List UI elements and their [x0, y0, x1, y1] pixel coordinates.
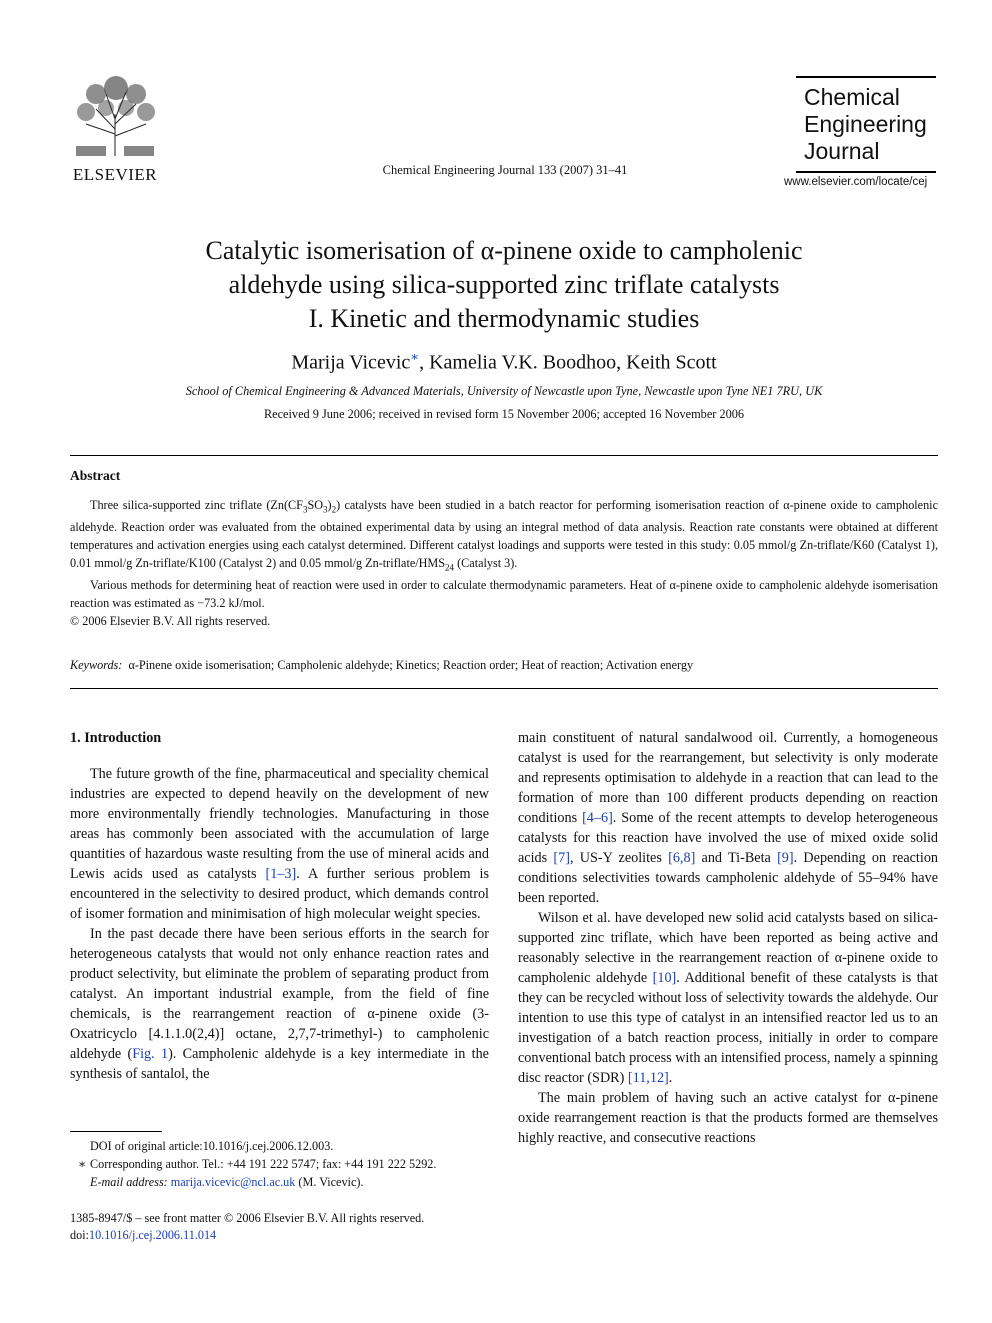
- footnote-email: E-mail address: marija.vicevic@ncl.ac.uk (M. Vicevic).: [90, 1174, 364, 1189]
- doi-line: doi:10.1016/j.cej.2006.11.014: [70, 1228, 217, 1242]
- corresponding-author-link[interactable]: ∗: [410, 349, 420, 364]
- citation-link[interactable]: [6,8]: [668, 850, 696, 866]
- journal-logo-line2: Engineering: [804, 111, 927, 137]
- keywords: [70, 658, 938, 673]
- email-link[interactable]: marija.vicevic@ncl.ac.uk: [170, 1174, 296, 1189]
- received-dates: Received 9 June 2006; received in revised form 15 November 2006; accepted 16 November 2006: [263, 407, 745, 421]
- intro-paragraph-1: The future growth of the fine, pharmaceutical and speciality chemical industries are expected to depend heavily on the development of new more environmentally friendly technologies. Manufacturing in those areas has commonly been associated with the accumulation of large quantities of hazardous waste resulting from the use of mineral acids and Lewis acids used as catalysts [1–3]. A further serious problem is encountered in the selectivity to desired product, which demands control of isomer formation and minimisation of high molecular weight species.: [70, 766, 489, 922]
- issn-line: 1385-8947/$ – see front matter © 2006 Elsevier B.V. All rights reserved.: [70, 1211, 425, 1225]
- intro-paragraph-2: In the past decade there have been serious efforts in the search for heterogeneous catalysts that would not only enhance reaction rates and product selectivity, but eliminate the problem of separating product from catalyst. An important industrial example, from the field of fine chemicals, is the rearrangement reaction of α-pinene oxide (3-Oxatricyclo [4.1.1.0(2,4)] octane, 2,7,7-trimethyl-) to campholenic aldehyde (Fig. 1). Campholenic aldehyde is a key intermediate in the synthesis of santalol, the: [70, 926, 489, 1082]
- citation-link[interactable]: [10]: [652, 970, 677, 986]
- abstract-copyright: © 2006 Elsevier B.V. All rights reserved.: [70, 613, 271, 628]
- intro-paragraph-4: Wilson et al. have developed new solid acid catalysts based on silica-supported zinc triflate, which have been reported as being active and reasonably selective in the rearrangement reaction of α-pinene oxide to campholenic aldehyde [10]. Additional benefit of these catalysts is that they can be recycled without loss of selectivity towards the aldehyde. Our intention to use this type of catalyst in an intensified reactor led us to an investigation of a batch reaction process, initially in order to compare conventional batch process with an intensified process, namely a spinning disc reactor (SDR) [11,12].: [518, 910, 938, 1086]
- title-line-2: aldehyde using silica-supported zinc triflate catalysts: [228, 270, 780, 299]
- journal-logo-line1: Chemical: [804, 84, 900, 110]
- journal-url[interactable]: www.elsevier.com/locate/cej: [784, 176, 928, 188]
- author-name: Marija Vicevic: [291, 351, 411, 374]
- citation-link[interactable]: [9]: [777, 850, 794, 866]
- co-authors: , Kamelia V.K. Boodhoo, Keith Scott: [419, 351, 717, 374]
- citation-link[interactable]: [7]: [553, 850, 570, 866]
- keywords-label: Keywords:: [70, 658, 123, 672]
- affiliation: School of Chemical Engineering & Advanced Materials, University of Newcastle upon Tyne, Newcastle upon Tyne NE1 7RU, UK: [185, 384, 823, 398]
- footnote-corresponding: ∗ Corresponding author. Tel.: +44 191 222 5747; fax: +44 191 222 5292.: [70, 1156, 489, 1174]
- footnote-rule: [70, 1131, 162, 1132]
- article-title: [100, 234, 908, 336]
- doi-link[interactable]: 10.1016/j.cej.2006.11.014: [88, 1228, 217, 1242]
- figure-link[interactable]: Fig. 1: [132, 1046, 169, 1062]
- elsevier-wordmark: ELSEVIER: [72, 165, 158, 184]
- journal-logo-top-rule: [796, 76, 936, 78]
- citation-link[interactable]: [11,12]: [627, 1070, 669, 1086]
- abstract-paragraph-2: Various methods for determining heat of reaction were used in order to calculate thermodynamic parameters. Heat of α-pinene oxide to campholenic aldehyde isomerisation reaction was estimated as −73.2 kJ/mol.: [70, 578, 938, 610]
- intro-paragraph-3: main constituent of natural sandalwood oil. Currently, a homogeneous catalyst is used for the rearrangement, but selectivity is only moderate and represents optimisation to aldehyde in a reaction that can lead to the formation of more than 100 different products depending on reaction conditions [4–6]. Some of the recent attempts to develop heterogeneous catalysts for this reaction have involved the use of mixed oxide solid acids [7], US-Y zeolites [6,8] and Ti-Beta [9]. Depending on reaction conditions selectivities towards campholenic aldehyde of 55–94% have been reported.: [518, 730, 939, 906]
- footnotes: [70, 1138, 489, 1191]
- keywords-text: α-Pinene oxide isomerisation; Campholenic aldehyde; Kinetics; Reaction order; Heat of reaction; Activation energy: [128, 658, 694, 672]
- footnote-doi-original: DOI of original article:10.1016/j.cej.2006.12.003.: [90, 1139, 334, 1153]
- journal-logo-bottom-rule: [796, 171, 936, 173]
- intro-paragraph-5: The main problem of having such an active catalyst for α-pinene oxide rearrangement reaction is that the products formed are themselves highly reactive, and consecutive reactions: [518, 1090, 938, 1146]
- abstract-paragraph-1: Three silica-supported zinc triflate $(Zn(CF_3SO_3)_2)$ catalysts have been studied in a batch reactor for performing isomerisation reaction of α-pinene oxide to campholenic aldehyde. Reaction order was evaluated from the obtained experimental data by using an integral method of data analysis. Reaction rate constants were obtained at different temperatures and activation energies using each catalyst determined. Different catalyst loadings and supports were tested in this study: 0.05 mmol/g Zn-triflate/K60 (Catalyst 1), 0.01 mmol/g Zn-triflate/K100 (Catalyst 2) and 0.05 mmol/g $Zn-triflate/HMS_{24}$ (Catalyst 3).: [70, 498, 938, 573]
- abstract-bottom-rule: [70, 688, 938, 689]
- title-line-1: Catalytic isomerisation of α-pinene oxide to campholenic: [205, 236, 803, 265]
- right-column: [518, 728, 938, 1148]
- abstract-body: [70, 497, 938, 630]
- section-heading-introduction: 1. Introduction: [70, 730, 162, 746]
- journal-reference: Chemical Engineering Journal 133 (2007) 31–41: [382, 163, 628, 177]
- elsevier-logo: [66, 74, 164, 184]
- journal-logo: [796, 76, 938, 173]
- elsevier-tree-icon: [66, 74, 164, 158]
- citation-link[interactable]: [1–3]: [265, 866, 297, 882]
- left-column: [70, 728, 489, 1084]
- author-list: [100, 349, 908, 375]
- footnote-star: ∗: [78, 1156, 87, 1171]
- abstract-top-rule: [70, 455, 938, 456]
- title-line-3: I. Kinetic and thermodynamic studies: [308, 304, 700, 333]
- abstract-heading: Abstract: [70, 468, 121, 483]
- journal-logo-line3: Journal: [804, 138, 880, 164]
- citation-link[interactable]: [4–6]: [582, 810, 613, 826]
